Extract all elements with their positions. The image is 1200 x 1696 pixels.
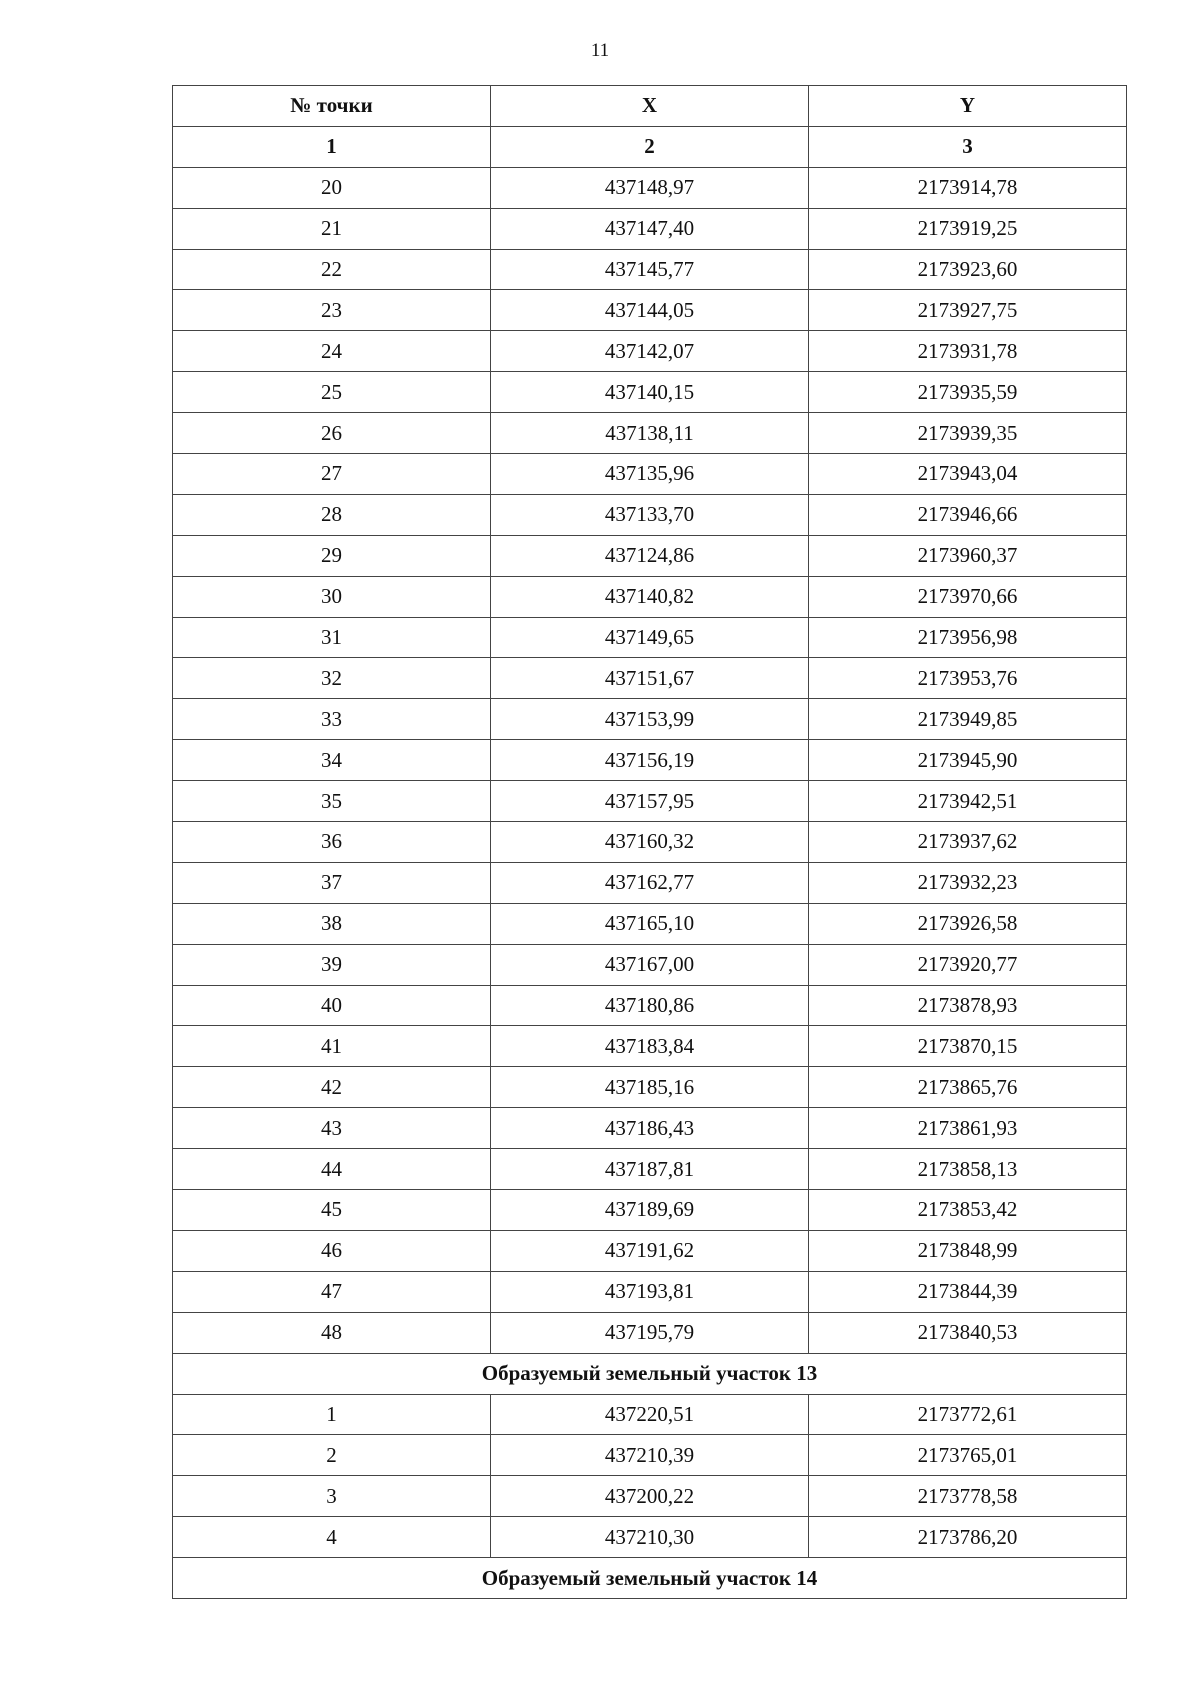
y-coordinate-cell: 2173858,13	[809, 1149, 1127, 1190]
x-coordinate-cell: 437138,11	[491, 413, 809, 454]
point-number-cell: 48	[173, 1312, 491, 1353]
y-coordinate-cell: 2173946,66	[809, 494, 1127, 535]
point-number-cell: 31	[173, 617, 491, 658]
y-coordinate-cell: 2173953,76	[809, 658, 1127, 699]
x-coordinate-cell: 437162,77	[491, 862, 809, 903]
y-coordinate-cell: 2173848,99	[809, 1230, 1127, 1271]
x-coordinate-cell: 437156,19	[491, 740, 809, 781]
y-coordinate-cell: 2173878,93	[809, 985, 1127, 1026]
table-row	[173, 454, 1127, 495]
y-coordinate-cell: 2173937,62	[809, 822, 1127, 863]
point-number-cell: 29	[173, 535, 491, 576]
point-number-cell: 26	[173, 413, 491, 454]
x-coordinate-cell: 437140,15	[491, 372, 809, 413]
point-number-cell: 4	[173, 1517, 491, 1558]
point-number-cell: 32	[173, 658, 491, 699]
point-number-cell: 41	[173, 1026, 491, 1067]
y-coordinate-cell: 2173943,04	[809, 454, 1127, 495]
y-coordinate-cell: 2173870,15	[809, 1026, 1127, 1067]
table-row	[173, 1190, 1127, 1231]
column-number-1: 1	[173, 126, 491, 167]
table-row	[173, 535, 1127, 576]
table-row	[173, 331, 1127, 372]
x-coordinate-cell: 437147,40	[491, 208, 809, 249]
table-row	[173, 781, 1127, 822]
point-number-cell: 42	[173, 1067, 491, 1108]
table-row	[173, 1108, 1127, 1149]
page-number: 11	[590, 40, 610, 61]
x-coordinate-cell: 437157,95	[491, 781, 809, 822]
point-number-cell: 21	[173, 208, 491, 249]
section-header-row	[173, 1558, 1127, 1599]
table-row	[173, 944, 1127, 985]
x-coordinate-cell: 437191,62	[491, 1230, 809, 1271]
table-row	[173, 1271, 1127, 1312]
x-coordinate-cell: 437124,86	[491, 535, 809, 576]
point-number-cell: 38	[173, 903, 491, 944]
y-coordinate-cell: 2173844,39	[809, 1271, 1127, 1312]
point-number-cell: 44	[173, 1149, 491, 1190]
point-number-cell: 27	[173, 454, 491, 495]
point-number-cell: 23	[173, 290, 491, 331]
table-row	[173, 208, 1127, 249]
header-point-number: № точки	[173, 86, 491, 127]
x-coordinate-cell: 437149,65	[491, 617, 809, 658]
table-row	[173, 1312, 1127, 1353]
y-coordinate-cell: 2173840,53	[809, 1312, 1127, 1353]
x-coordinate-cell: 437148,97	[491, 167, 809, 208]
point-number-cell: 30	[173, 576, 491, 617]
x-coordinate-cell: 437200,22	[491, 1476, 809, 1517]
table-row	[173, 862, 1127, 903]
x-coordinate-cell: 437151,67	[491, 658, 809, 699]
table-body	[173, 167, 1127, 1598]
point-number-cell: 45	[173, 1190, 491, 1231]
x-coordinate-cell: 437193,81	[491, 1271, 809, 1312]
x-coordinate-cell: 437186,43	[491, 1108, 809, 1149]
point-number-cell: 34	[173, 740, 491, 781]
point-number-cell: 28	[173, 494, 491, 535]
table-header-row	[173, 86, 1127, 127]
x-coordinate-cell: 437187,81	[491, 1149, 809, 1190]
y-coordinate-cell: 2173945,90	[809, 740, 1127, 781]
table-row	[173, 903, 1127, 944]
y-coordinate-cell: 2173932,23	[809, 862, 1127, 903]
point-number-cell: 25	[173, 372, 491, 413]
table-row	[173, 1026, 1127, 1067]
x-coordinate-cell: 437180,86	[491, 985, 809, 1026]
point-number-cell: 35	[173, 781, 491, 822]
y-coordinate-cell: 2173919,25	[809, 208, 1127, 249]
table-row	[173, 740, 1127, 781]
coordinates-table	[172, 85, 1127, 1599]
point-number-cell: 3	[173, 1476, 491, 1517]
y-coordinate-cell: 2173960,37	[809, 535, 1127, 576]
y-coordinate-cell: 2173765,01	[809, 1435, 1127, 1476]
point-number-cell: 43	[173, 1108, 491, 1149]
x-coordinate-cell: 437220,51	[491, 1394, 809, 1435]
y-coordinate-cell: 2173772,61	[809, 1394, 1127, 1435]
x-coordinate-cell: 437183,84	[491, 1026, 809, 1067]
x-coordinate-cell: 437133,70	[491, 494, 809, 535]
x-coordinate-cell: 437145,77	[491, 249, 809, 290]
table-row	[173, 1230, 1127, 1271]
point-number-cell: 47	[173, 1271, 491, 1312]
point-number-cell: 46	[173, 1230, 491, 1271]
table-row	[173, 290, 1127, 331]
table-row	[173, 372, 1127, 413]
table-row	[173, 249, 1127, 290]
column-number-3: 3	[809, 126, 1127, 167]
table-row	[173, 1394, 1127, 1435]
y-coordinate-cell: 2173935,59	[809, 372, 1127, 413]
y-coordinate-cell: 2173927,75	[809, 290, 1127, 331]
x-coordinate-cell: 437135,96	[491, 454, 809, 495]
point-number-cell: 36	[173, 822, 491, 863]
table-row	[173, 617, 1127, 658]
y-coordinate-cell: 2173926,58	[809, 903, 1127, 944]
y-coordinate-cell: 2173853,42	[809, 1190, 1127, 1231]
y-coordinate-cell: 2173923,60	[809, 249, 1127, 290]
section-title: Образуемый земельный участок 13	[173, 1353, 1127, 1394]
column-number-2: 2	[491, 126, 809, 167]
point-number-cell: 37	[173, 862, 491, 903]
y-coordinate-cell: 2173931,78	[809, 331, 1127, 372]
y-coordinate-cell: 2173939,35	[809, 413, 1127, 454]
point-number-cell: 39	[173, 944, 491, 985]
table-row	[173, 822, 1127, 863]
x-coordinate-cell: 437153,99	[491, 699, 809, 740]
header-y: Y	[809, 86, 1127, 127]
table-row	[173, 1435, 1127, 1476]
y-coordinate-cell: 2173865,76	[809, 1067, 1127, 1108]
section-title: Образуемый земельный участок 14	[173, 1558, 1127, 1599]
table-row	[173, 167, 1127, 208]
section-header-row	[173, 1353, 1127, 1394]
table-row	[173, 1149, 1127, 1190]
x-coordinate-cell: 437210,39	[491, 1435, 809, 1476]
point-number-cell: 22	[173, 249, 491, 290]
x-coordinate-cell: 437167,00	[491, 944, 809, 985]
y-coordinate-cell: 2173942,51	[809, 781, 1127, 822]
x-coordinate-cell: 437144,05	[491, 290, 809, 331]
x-coordinate-cell: 437165,10	[491, 903, 809, 944]
point-number-cell: 33	[173, 699, 491, 740]
x-coordinate-cell: 437160,32	[491, 822, 809, 863]
point-number-cell: 40	[173, 985, 491, 1026]
column-number-row	[173, 126, 1127, 167]
y-coordinate-cell: 2173861,93	[809, 1108, 1127, 1149]
y-coordinate-cell: 2173956,98	[809, 617, 1127, 658]
x-coordinate-cell: 437142,07	[491, 331, 809, 372]
table-row	[173, 576, 1127, 617]
x-coordinate-cell: 437210,30	[491, 1517, 809, 1558]
point-number-cell: 1	[173, 1394, 491, 1435]
y-coordinate-cell: 2173778,58	[809, 1476, 1127, 1517]
table-row	[173, 1517, 1127, 1558]
table-row	[173, 413, 1127, 454]
table-row	[173, 494, 1127, 535]
y-coordinate-cell: 2173914,78	[809, 167, 1127, 208]
point-number-cell: 2	[173, 1435, 491, 1476]
table-row	[173, 1067, 1127, 1108]
y-coordinate-cell: 2173786,20	[809, 1517, 1127, 1558]
y-coordinate-cell: 2173949,85	[809, 699, 1127, 740]
x-coordinate-cell: 437195,79	[491, 1312, 809, 1353]
table-row	[173, 985, 1127, 1026]
y-coordinate-cell: 2173970,66	[809, 576, 1127, 617]
point-number-cell: 20	[173, 167, 491, 208]
table-row	[173, 699, 1127, 740]
x-coordinate-cell: 437140,82	[491, 576, 809, 617]
table-row	[173, 658, 1127, 699]
y-coordinate-cell: 2173920,77	[809, 944, 1127, 985]
point-number-cell: 24	[173, 331, 491, 372]
x-coordinate-cell: 437185,16	[491, 1067, 809, 1108]
x-coordinate-cell: 437189,69	[491, 1190, 809, 1231]
header-x: X	[491, 86, 809, 127]
table-row	[173, 1476, 1127, 1517]
